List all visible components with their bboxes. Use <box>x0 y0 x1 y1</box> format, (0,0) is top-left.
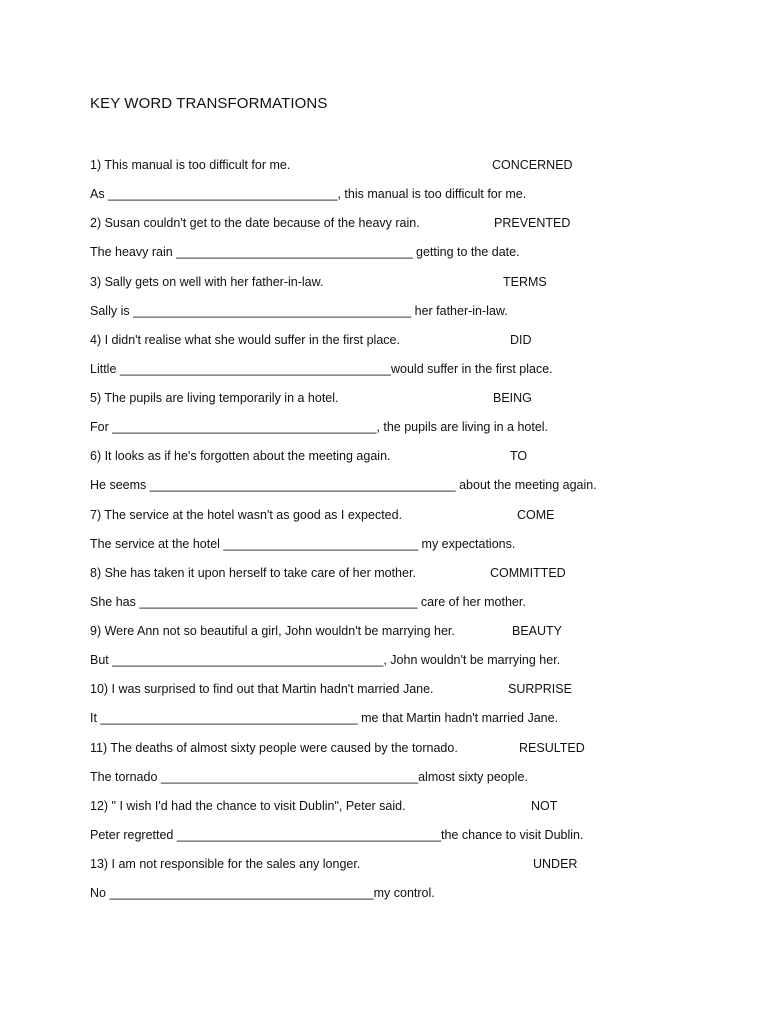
item-12-answer-line: Peter regretted ______________________________________the chance to visit Dublin. <box>90 828 584 842</box>
item-2-sentence: 2) Susan couldn't get to the date because of the heavy rain. <box>90 216 420 230</box>
item-10-answer-line: It _____________________________________ me that Martin hadn't married Jane. <box>90 711 559 725</box>
item-11-answer-line: The tornado _____________________________________almost sixty people. <box>90 770 528 784</box>
item-6-sentence: 6) It looks as if he's forgotten about the meeting again. <box>90 449 391 463</box>
item-8-sentence: 8) She has taken it upon herself to take care of her mother. <box>90 566 416 580</box>
item-6-keyword: TO <box>510 449 528 463</box>
item-4-keyword: DID <box>510 333 532 347</box>
item-2-keyword: PREVENTED <box>494 216 571 230</box>
item-5-keyword: BEING <box>493 391 532 405</box>
item-7-sentence: 7) The service at the hotel wasn't as good as I expected. <box>90 508 403 522</box>
item-12-keyword: NOT <box>531 799 558 813</box>
item-3-answer-line: Sally is ________________________________________ her father-in-law. <box>90 304 508 318</box>
item-9-answer-line: But _______________________________________, John wouldn't be marrying her. <box>90 653 561 667</box>
item-8-keyword: COMMITTED <box>490 566 566 580</box>
item-13-answer-line: No ______________________________________my control. <box>90 886 435 900</box>
item-11-sentence: 11) The deaths of almost sixty people were caused by the tornado. <box>90 741 458 755</box>
item-9-sentence: 9) Were Ann not so beautiful a girl, John wouldn't be marrying her. <box>90 624 455 638</box>
item-11-keyword: RESULTED <box>519 741 585 755</box>
item-5-sentence: 5) The pupils are living temporarily in a hotel. <box>90 391 339 405</box>
item-10-sentence: 10) I was surprised to find out that Martin hadn't married Jane. <box>90 682 434 696</box>
item-7-keyword: COME <box>517 508 555 522</box>
item-1-keyword: CONCERNED <box>492 158 573 172</box>
item-1-sentence: 1) This manual is too difficult for me. <box>90 158 291 172</box>
item-2-answer-line: The heavy rain __________________________________ getting to the date. <box>90 245 520 259</box>
item-3-keyword: TERMS <box>503 275 547 289</box>
page-title: KEY WORD TRANSFORMATIONS <box>90 95 328 112</box>
item-12-sentence: 12) " I wish I'd had the chance to visit Dublin", Peter said. <box>90 799 406 813</box>
item-5-answer-line: For ______________________________________, the pupils are living in a hotel. <box>90 420 549 434</box>
item-3-sentence: 3) Sally gets on well with her father-in-law. <box>90 275 324 289</box>
item-10-keyword: SURPRISE <box>508 682 572 696</box>
item-9-keyword: BEAUTY <box>512 624 563 638</box>
item-4-answer-line: Little _______________________________________would suffer in the first place. <box>90 362 553 376</box>
item-8-answer-line: She has ________________________________________ care of her mother. <box>90 595 526 609</box>
item-1-answer-line: As _________________________________, this manual is too difficult for me. <box>90 187 527 201</box>
item-13-sentence: 13) I am not responsible for the sales any longer. <box>90 857 361 871</box>
item-13-keyword: UNDER <box>533 857 578 871</box>
item-4-sentence: 4) I didn't realise what she would suffer in the first place. <box>90 333 400 347</box>
item-7-answer-line: The service at the hotel ____________________________ my expectations. <box>90 537 516 551</box>
item-6-answer-line: He seems ____________________________________________ about the meeting again. <box>90 478 597 492</box>
